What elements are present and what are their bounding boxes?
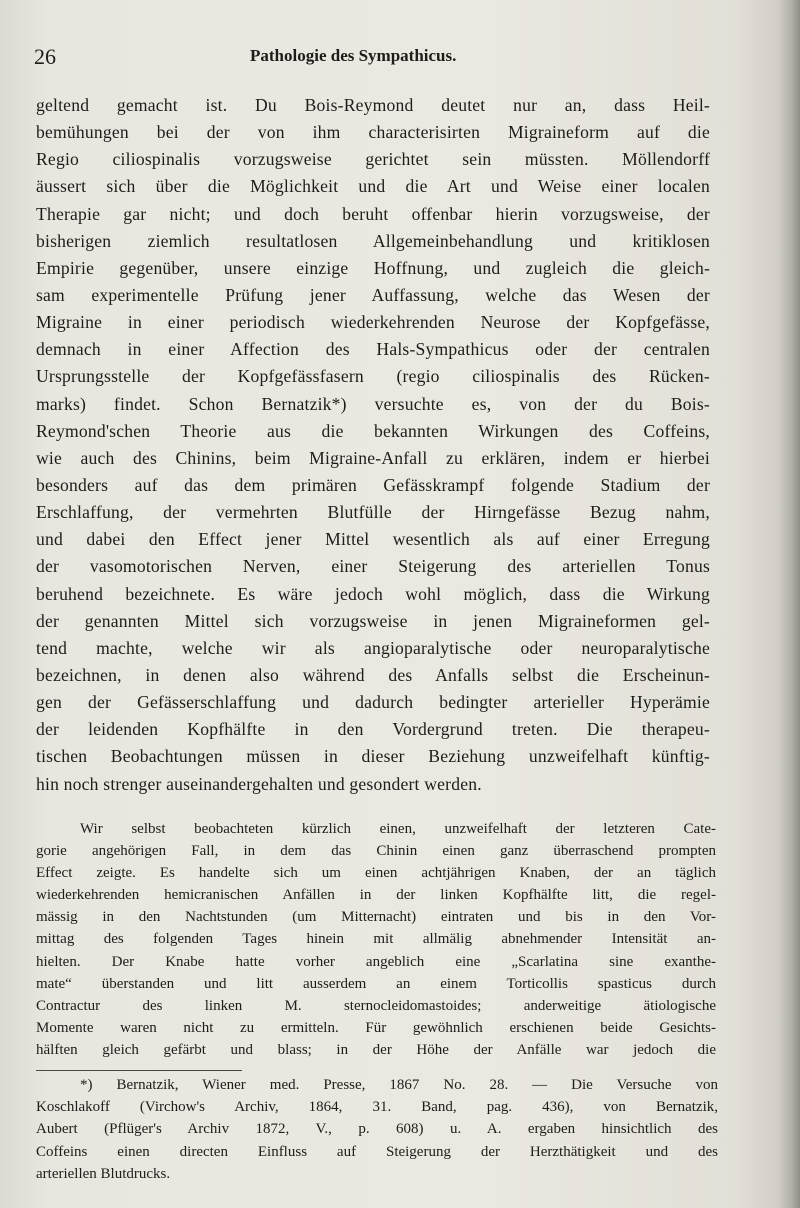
case-line: gorie angehörigen Fall, in dem das Chinin einen ganz überraschend prompten <box>36 843 716 860</box>
body-line: wie auch des Chinins, beim Migraine-Anfall zu erklären, indem er hierbei <box>36 447 710 468</box>
page-header <box>34 44 760 70</box>
body-line: geltend gemacht ist. Du Bois-Reymond deutet nur an, dass Heil- <box>36 95 710 115</box>
footnote-divider <box>36 1070 242 1071</box>
main-paragraph <box>36 92 710 798</box>
body-line: marks) findet. Schon Bernatzik*) versuchte es, von der du Bois- <box>36 393 710 414</box>
body-line: Regio ciliospinalis vorzugsweise gerichtet sein müssten. Möllendorff <box>36 149 710 170</box>
body-line: tischen Beobachtungen müssen in dieser Beziehung unzweifelhaft künftig- <box>36 746 710 767</box>
page-edge-shadow <box>778 0 800 1208</box>
body-line: bezeichnen, in denen also während des Anfalls selbst die Erscheinun- <box>36 664 710 685</box>
body-line: Reymond'schen Theorie aus die bekannten Wirkungen des Coffeins, <box>36 420 710 441</box>
case-line: hälften gleich gefärbt und blass; in der Höhe der Anfälle war jedoch die <box>36 1041 716 1058</box>
body-line: beruhend bezeichnete. Es wäre jedoch wohl möglich, dass die Wirkung <box>36 583 710 604</box>
body-line: hin noch strenger auseinandergehalten und gesondert werden. <box>36 773 482 794</box>
case-line: wiederkehrenden hemicranischen Anfällen in der linken Kopfhälfte litt, die regel- <box>36 887 716 904</box>
case-line: Momente waren nicht zu ermitteln. Für gewöhnlich erschienen beide Gesichts- <box>36 1019 716 1036</box>
body-line: Empirie gegenüber, unsere einzige Hoffnung, und zugleich die gleich- <box>36 257 710 278</box>
body-line: äussert sich über die Möglichkeit und die Art und Weise einer localen <box>36 176 710 197</box>
body-line: bemühungen bei der von ihm characterisirten Migraineform auf die <box>36 122 710 143</box>
footnote-line: Koschlakoff (Virchow's Archiv, 1864, 31. Band, pag. 436), von Bernatzik, <box>36 1099 718 1116</box>
body-line: und dabei den Effect jener Mittel wesentlich als auf einer Erregung <box>36 529 710 550</box>
body-line: Therapie gar nicht; und doch beruht offenbar hierin vorzugsweise, der <box>36 203 710 224</box>
body-line: der leidenden Kopfhälfte in den Vordergrund treten. Die therapeu- <box>36 719 710 740</box>
case-line: hielten. Der Knabe hatte vorher angeblich eine „Scarlatina sine exanthe- <box>36 953 716 970</box>
body-line: besonders auf das dem primären Gefässkrampf folgende Stadium der <box>36 474 710 495</box>
running-title: Pathologie des Sympathicus. <box>250 46 457 65</box>
footnote-line: arteriellen Blutdrucks. <box>36 1165 171 1182</box>
body-line: demnach in einer Affection des Hals-Sympathicus oder der centralen <box>36 339 710 360</box>
footnote <box>36 1074 718 1185</box>
body-line: Migraine in einer periodisch wiederkehrenden Neurose der Kopfgefässe, <box>36 312 710 333</box>
body-line: sam experimentelle Prüfung jener Auffassung, welche das Wesen der <box>36 284 710 305</box>
case-line: Effect zeigte. Es handelte sich um einen achtjährigen Knaben, der an täglich <box>36 865 716 882</box>
case-report-paragraph <box>36 818 716 1061</box>
case-line: Contractur des linken M. sternocleidomastoides; anderweitige ätiologische <box>36 997 716 1014</box>
body-line: der vasomotorischen Nerven, einer Steigerung des arteriellen Tonus <box>36 556 710 577</box>
body-line: Ursprungsstelle der Kopfgefässfasern (regio ciliospinalis des Rücken- <box>36 366 710 387</box>
case-line: mate“ überstanden und litt ausserdem an einem Torticollis spasticus durch <box>36 975 716 992</box>
footnote-line: Aubert (Pflüger's Archiv 1872, V., p. 608) u. A. ergaben hinsichtlich des <box>36 1121 718 1138</box>
body-line: tend machte, welche wir als angioparalytische oder neuroparalytische <box>36 637 710 658</box>
body-line: Erschlaffung, der vermehrten Blutfülle der Hirngefässe Bezug nahm, <box>36 502 710 523</box>
case-line: mässig in den Nachtstunden (um Mitternacht) eintraten und bis in den Vor- <box>36 909 716 926</box>
body-line: bisherigen ziemlich resultatlosen Allgemeinbehandlung und kritiklosen <box>36 230 710 251</box>
case-line: mittag des folgenden Tages hinein mit allmälig abnehmender Intensität an- <box>36 931 716 948</box>
page-number: 26 <box>34 44 56 69</box>
body-line: der genannten Mittel sich vorzugsweise in jenen Migraineformen gel- <box>36 610 710 631</box>
footnote-line: *) Bernatzik, Wiener med. Presse, 1867 No. 28. — Die Versuche von <box>80 1077 718 1093</box>
footnote-line: Coffeins einen directen Einfluss auf Steigerung der Herzthätigkeit und des <box>36 1143 718 1160</box>
case-line: Wir selbst beobachteten kürzlich einen, unzweifelhaft der letzteren Cate- <box>80 821 716 837</box>
body-line: gen der Gefässerschlaffung und dadurch bedingter arterieller Hyperämie <box>36 692 710 713</box>
